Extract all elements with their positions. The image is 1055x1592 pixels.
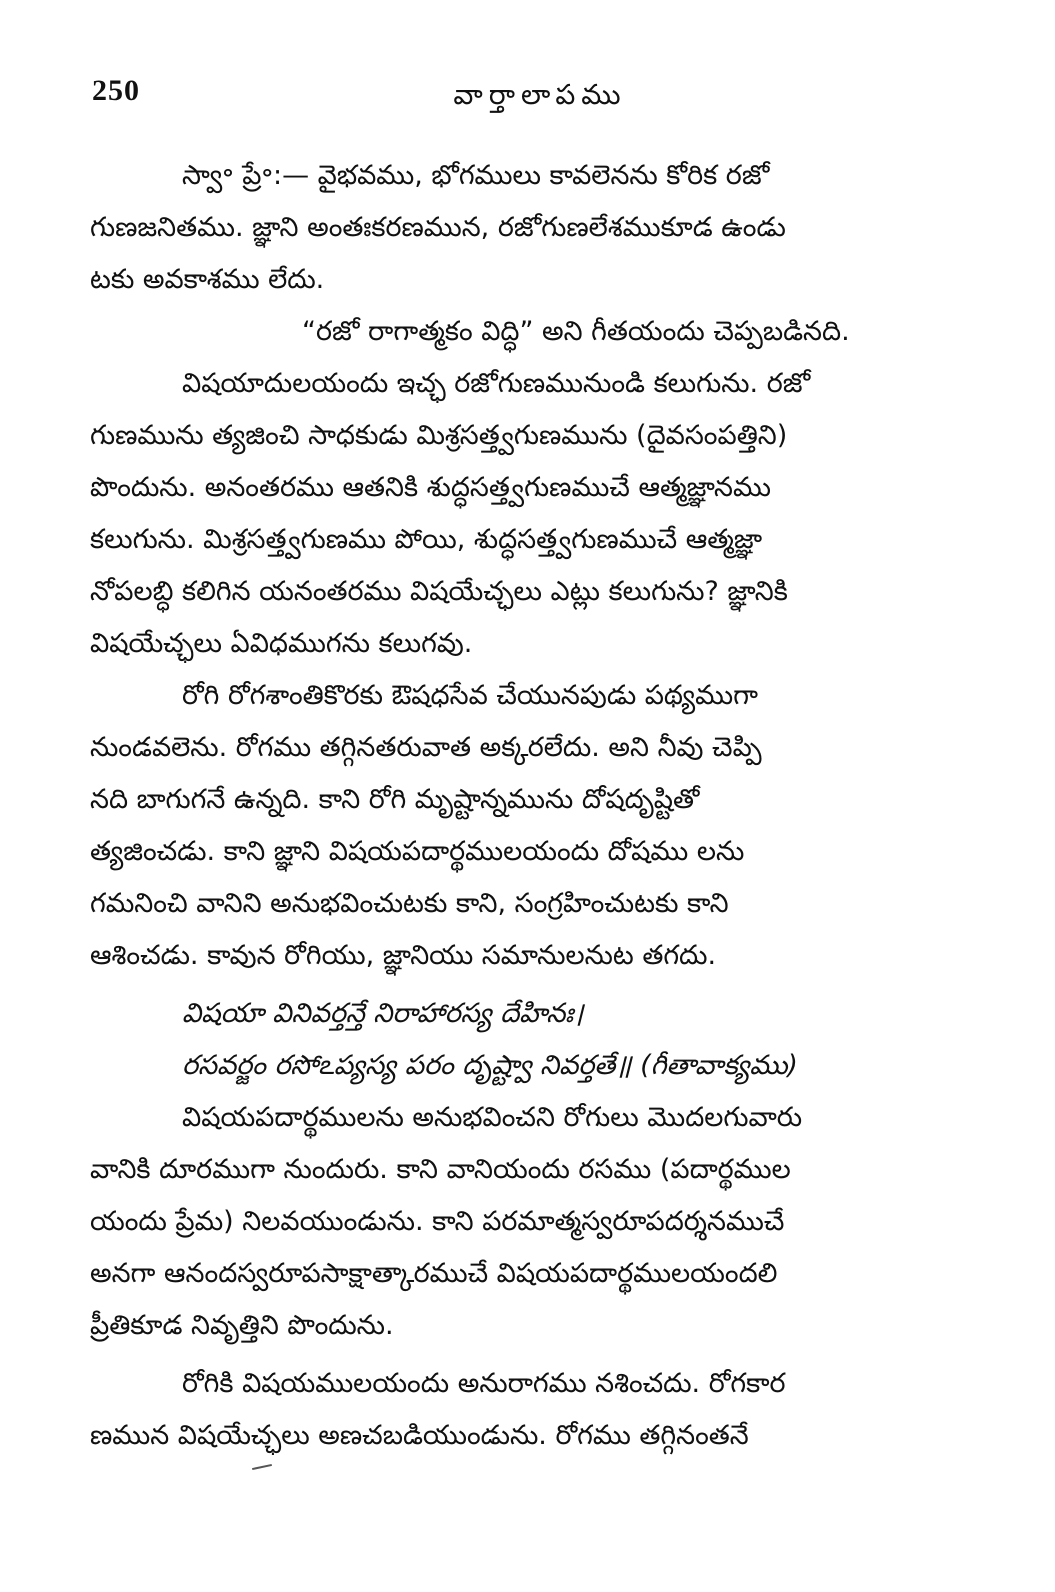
text-line: ఆశించడు. కావున రోగియు, జ్ఞానియు సమానులనుట తగదు. <box>90 940 717 971</box>
page-number: 250 <box>92 74 140 107</box>
text-line: పొందును. అనంతరము ఆతనికి శుద్ధసత్త్వగుణముచే ఆత్మజ్ఞానము <box>90 472 771 503</box>
page-body <box>90 150 930 1462</box>
text-line: విషయేచ్ఛలు ఏవిధముగను కలుగవు. <box>90 628 473 659</box>
verse-line: రసవర్జం రసోఽప్యస్య పరం దృష్ట్వా నివర్తతే॥ (గీతావాక్యము) <box>182 1050 798 1081</box>
text-line: “రజో రాగాత్మకం విద్ధి” అని గీతయందు చెప్పబడినది. <box>302 316 850 347</box>
running-title: వార్తాలాపము <box>453 78 627 111</box>
text-line: స్వా॰ ప్రే॰:— వైభవము, భోగములు కావలెనను కోరిక రజో <box>182 160 770 191</box>
text-line: టకు అవకాశము లేదు. <box>90 264 325 295</box>
text-line: త్యజించడు. కాని జ్ఞాని విషయపదార్థములయందు దోషము లను <box>90 836 745 867</box>
ink-mark <box>252 1464 272 1470</box>
text-line: నోపలబ్ధి కలిగిన యనంతరము విషయేచ్ఛలు ఎట్లు కలుగును? జ్ఞానికి <box>90 576 788 607</box>
text-line: విషయపదార్థములను అనుభవించని రోగులు మొదలగువారు <box>182 1102 803 1133</box>
verse-line: విషయా వినివర్తన్తే నిరాహారస్య దేహినః। <box>182 998 584 1029</box>
text-line: రోగి రోగశాంతికొరకు ఔషధసేవ చేయునపుడు పథ్యముగా <box>182 680 758 711</box>
text-line: కలుగును. మిశ్రసత్త్వగుణము పోయి, శుద్ధసత్త్వగుణముచే ఆత్మజ్ఞా <box>90 524 763 555</box>
text-line: నది బాగుగనే ఉన్నది. కాని రోగి మృష్టాన్నమును దోషదృష్టితో <box>90 784 700 815</box>
text-line: గమనించి వానిని అనుభవించుటకు కాని, సంగ్రహించుటకు కాని <box>90 888 729 919</box>
text-line: వానికి దూరముగా నుందురు. కాని వానియందు రసము (పదార్థముల <box>90 1154 791 1185</box>
text-line: ణమున విషయేచ్ఛలు అణచబడియుండును. రోగము తగ్గినంతనే <box>90 1420 749 1451</box>
text-line: విషయాదులయందు ఇచ్ఛ రజోగుణమునుండి కలుగును. రజో <box>182 368 811 399</box>
text-line: నుండవలెను. రోగము తగ్గినతరువాత అక్కరలేదు. అని నీవు చెప్పి <box>90 732 762 763</box>
text-line: అనగా ఆనందస్వరూపసాక్షాత్కారముచే విషయపదార్థములయందలి <box>90 1258 778 1289</box>
text-line: రోగికి విషయములయందు అనురాగము నశించదు. రోగకార <box>182 1368 786 1399</box>
text-line: గుణమును త్యజించి సాధకుడు మిశ్రసత్త్వగుణమును (దైవసంపత్తిని) <box>90 420 788 451</box>
text-line: గుణజనితము. జ్ఞాని అంతఃకరణమున, రజోగుణలేశముకూడ ఉండు <box>90 212 786 243</box>
text-line: యందు ప్రేమ) నిలవయుండును. కాని పరమాత్మస్వరూపదర్శనముచే <box>90 1206 785 1237</box>
text-line: ప్రీతికూడ నివృత్తిని పొందును. <box>90 1310 394 1341</box>
